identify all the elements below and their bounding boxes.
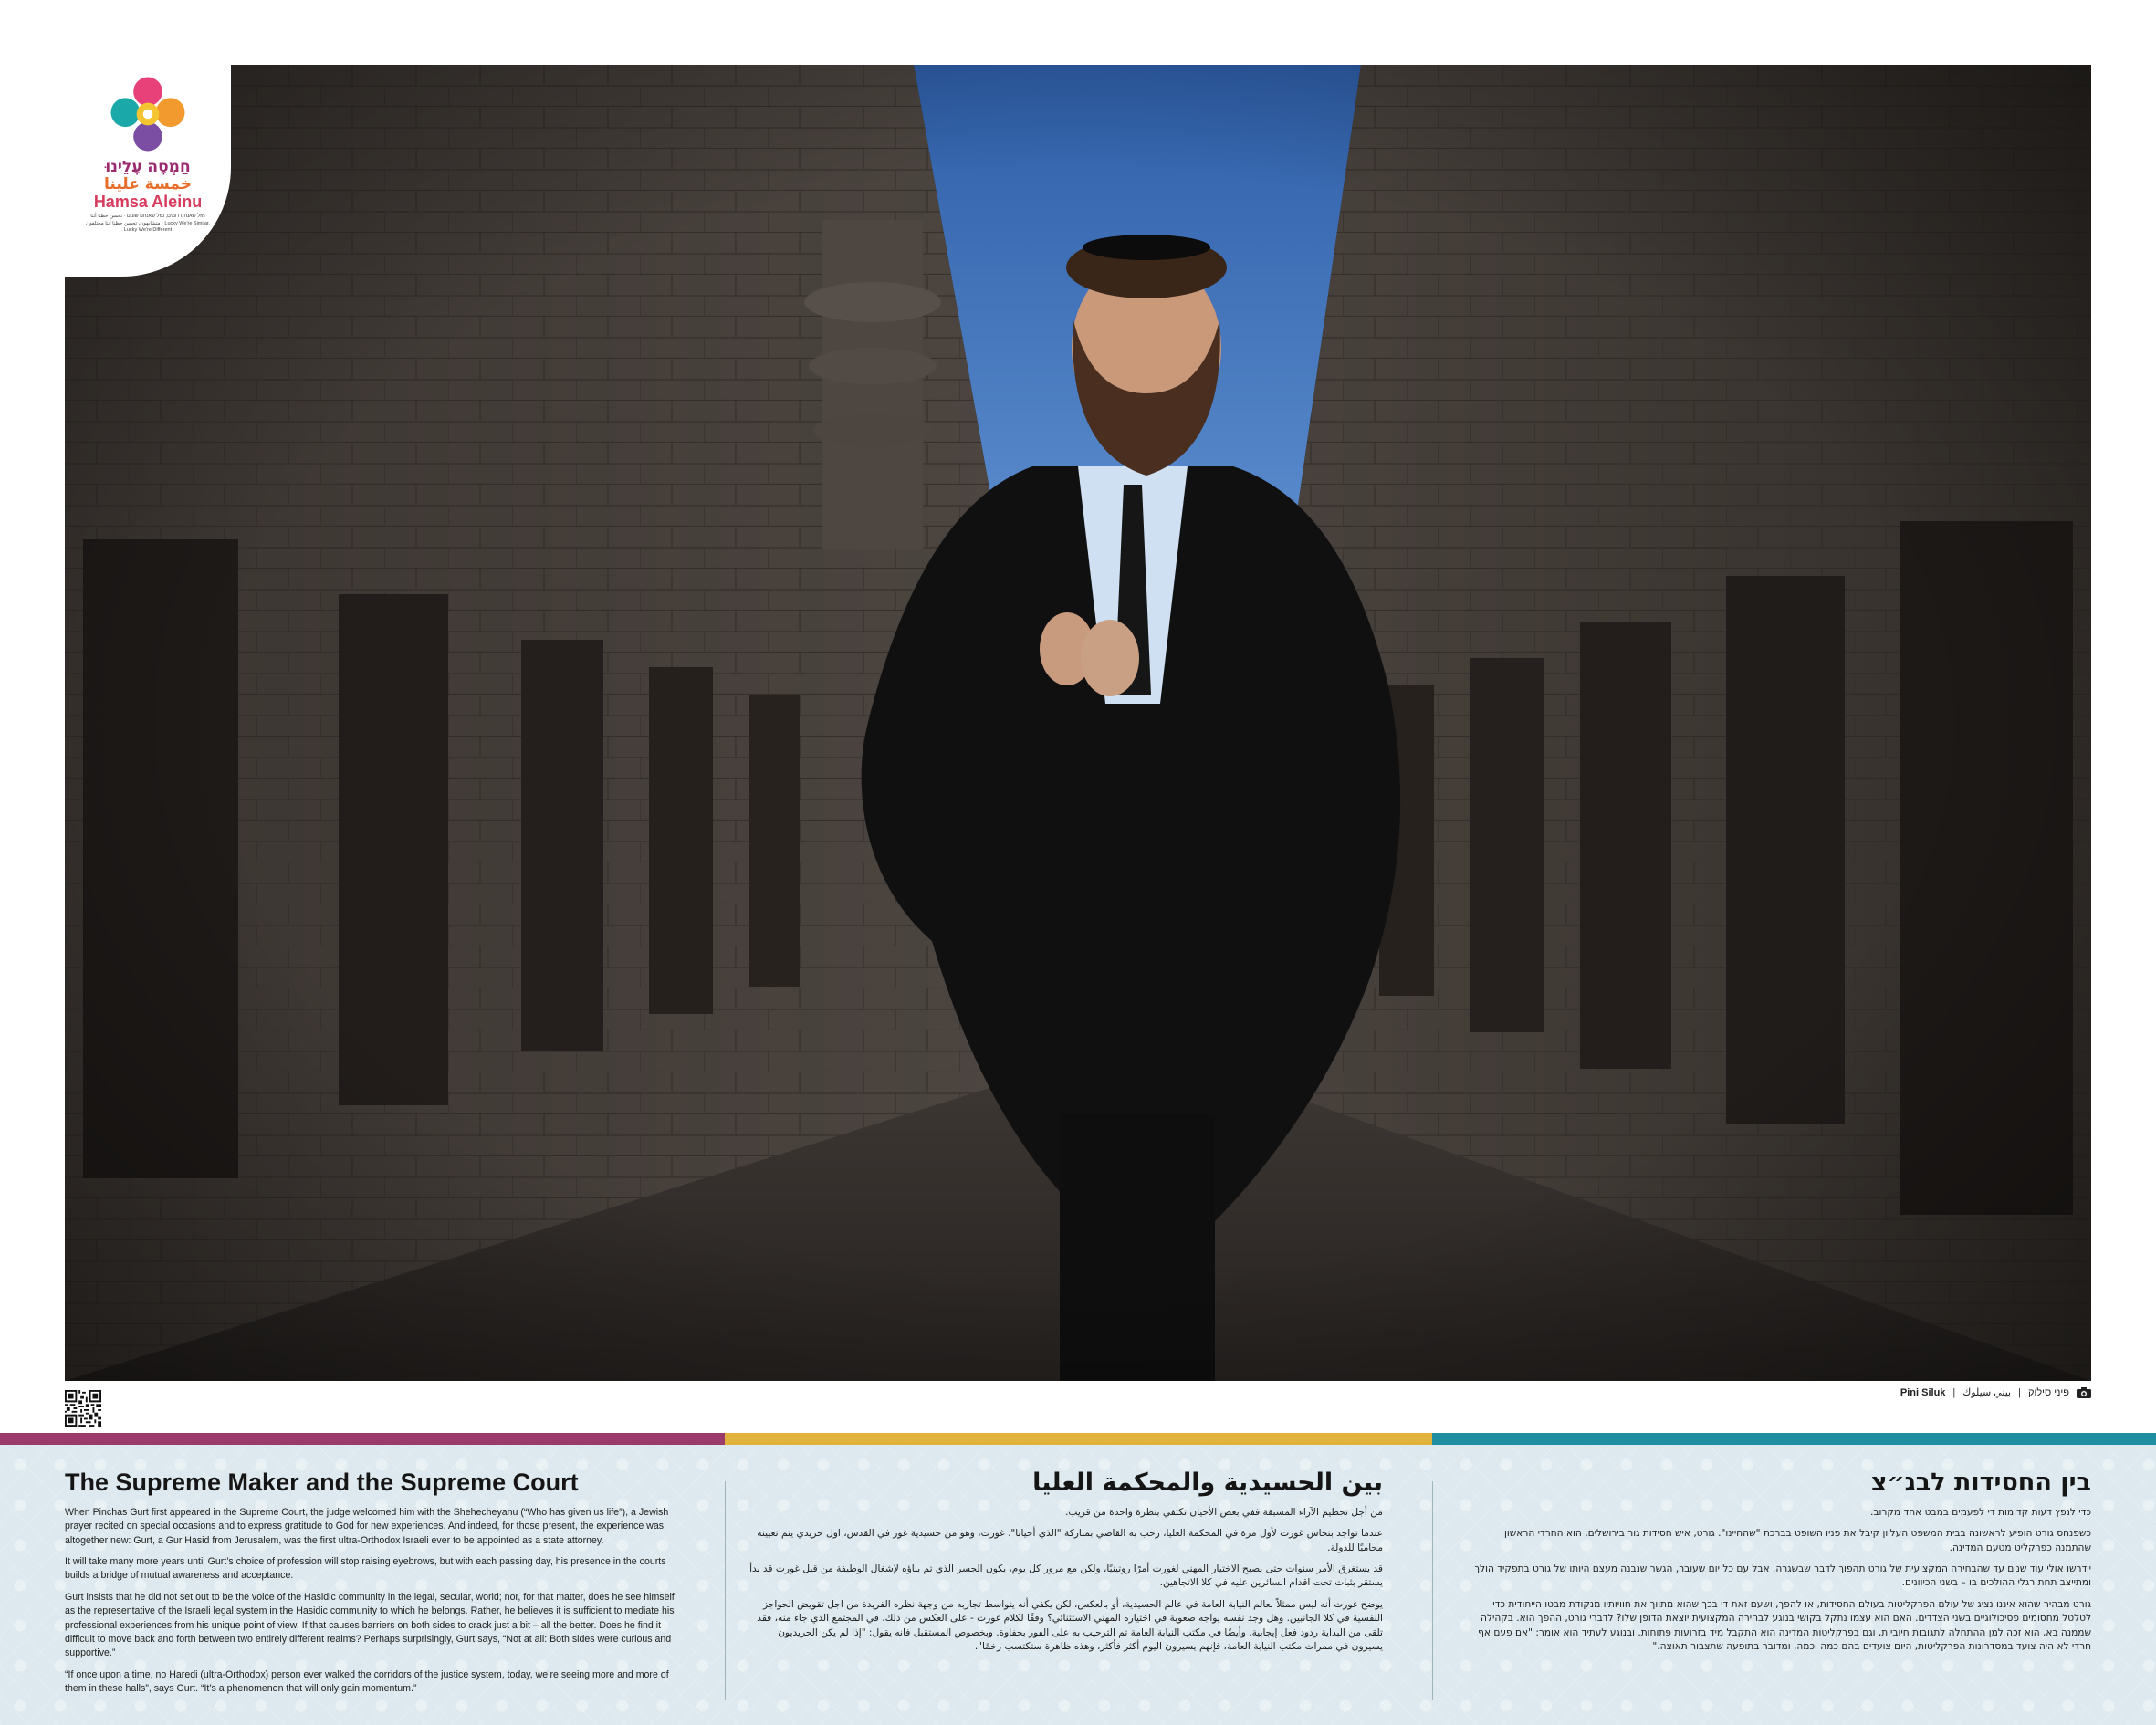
hebrew-paragraph: יידרשו אולי עוד שנים עד שהבחירה המקצועית של גורט תהפוך לדבר שבשגרה. אבל עם כל יום שעובר, הגשר שנבנה מעצם היותו של גורט בתפקיד הולך ומתייצב תחת רגלי ההולכים בו – בשני הכיוונים. [1474, 1563, 2091, 1589]
english-title: The Supreme Maker and the Supreme Court [65, 1469, 579, 1496]
credit-separator: | [2018, 1386, 2021, 1398]
hebrew-paragraph: גורט מבהיר שהוא איננו נציג של עולם הפרקליטות בעולם החסידות, או להפך, ושעם זאת די בכך שהוא מתווך את חוויותיו מנקודת מבטו הייחודית כדי לטלטל מחסומים פסיכולוגיים בשני הצדדים. האם הוא עצמו נתקל בקושי בנוגע לבחירה המקצועית יוצאת הדופן שלו? לדברי גורט, ההפך הוא. בקהילה שממנה בא, הוא זכה למן ההתחלה לתגובות חיוביות, וגם בפרקליטות המדינה הוא התקבל מיד בזרועות פתוחות. ובנוגע לעתיד הוא אומר: "אם פעם אף חרדי לא היה צועד במסדרונות הפרקליטות, היום צועדים בהם כמה וכמה, ומדובר בתופעה שתצבור תאוצה." [1478, 1598, 2091, 1652]
logo-english: Hamsa Aleinu [93, 192, 203, 211]
courthouse-portrait-image [65, 65, 2091, 1381]
hebrew-paragraph: כדי לנפץ דעות קדומות די לפעמים במבט אחד מקרוב. [1870, 1507, 2091, 1518]
arabic-paragraph: قد يستغرق الأمر سنوات حتى يصبح الاختيار المهني لغورت أمرًا روتينيًا، ولكن مع مرور كل يوم، يكون الجسر الذي تم بناؤه لإشغال الوظيفة من قبل غورت قد بدأ يستقر بثبات تحت اقدام السائرين عليه في كلا الاتجاهين. [749, 1563, 1383, 1589]
photo-credit [1900, 1386, 2091, 1398]
hebrew-title: בין החסידות לבג״צ [1870, 1469, 2091, 1497]
strip-segment-english [0, 1433, 725, 1445]
arabic-paragraph: عندما تواجد بنحاس غورت لأول مرة في المحكمة العليا، رحب به القاضي بمباركة "الذي أحيانا". غورت، وهو من حسيدية غور في القدس، اول حريدي يتم تعيينه محاميًا للدولة. [757, 1528, 1383, 1553]
color-strip [0, 1433, 2156, 1445]
arabic-paragraph: يوضح غورت أنه ليس ممثلاً لعالم النيابة العامة في عالم الحسيدية، أو بالعكس، لكن يكفي أنه يتواسط تجاربه من وجهة نظره الفريدة من اجل تقويض الحواجز النفسية في كلا الجانبين. وهل وجد نفسه يواجه صعوبة في اختياره المهني الاستثنائي؟ وفقًا لكلام غورت - على العكس من ذلك، في المجتمع الذي جاء منه، فقد تلقى من البداية ردود فعل إيجابية، وأيضًا في مكتب النيابة العامة تم الترحيب به على الفور بحفاوة. وبخصوص المستقبل فانه يقول: "إذا لم يكن الحريديون يسيرون في ممرات مكتب النيابة العامة، فإنهم يسيرون اليوم أكثر فأكثر، وهذه ظاهرة ستكتسب زخمًا". [757, 1598, 1383, 1652]
text-panel [0, 1445, 2156, 1725]
hamsa-flower-logo-icon [108, 74, 188, 154]
strip-segment-hebrew [1432, 1433, 2156, 1445]
hero-photo [65, 65, 2091, 1381]
arabic-paragraph: من أجل تحطيم الآراء المسبقة ففي بعض الأحيان تكتفي بنظرة واحدة من قريب. [1065, 1507, 1383, 1518]
credit-english: Pini Siluk [1900, 1386, 1946, 1398]
english-paragraph: When Pinchas Gurt first appeared in the Supreme Court, the judge welcomed him with the Shehecheyanu (“Who has given us life”), a Jewish prayer recited on special occasions and to express gratitude to God for new experiences. And indeed, for those present, the experience was altogether new: Gurt, a Gur Hasid from Jerusalem, was the first ultra-Orthodox Israeli ever to be appointed as a state attorney. [65, 1507, 669, 1546]
camera-icon [2077, 1387, 2091, 1398]
english-paragraph: “If once upon a time, no Haredi (ultra-Orthodox) person ever walked the corridors of the justice system, today, we’re seeing more and more of them in these halls”, says Gurt. “It’s a phenomenon that will only gain momentum.” [65, 1668, 669, 1694]
logo-arabic: خمسة علينا [104, 175, 192, 193]
credit-separator: | [1952, 1386, 1956, 1398]
column-divider [1432, 1481, 1433, 1700]
strip-segment-arabic [725, 1433, 1432, 1445]
arabic-title: بين الحسيدية والمحكمة العليا [1032, 1469, 1383, 1497]
logo-tagline: מזל שאנחנו דומים, מזל שאנחנו שונים · نحسن حظنا أننا متشابهون، تحسن حظنا أننا مختلفون · Lucky We're Similar, Lucky We're Different [86, 214, 210, 233]
hebrew-paragraph: כשפנחס גורט הופיע לראשונה בבית המשפט העליון קיבל את פניו השופט בברכת "שהחיינו". גורט, איש חסידות גור בירושלים, הוא החרדי הראשון שהתמנה כפרקליט מטעם המדינה. [1503, 1528, 2091, 1553]
logo-hebrew: חַמְסָה עָלֵינוּ [105, 158, 191, 176]
hebrew-column [1465, 1469, 2091, 1706]
english-paragraph: Gurt insists that he did not set out to be the voice of the Hasidic community in the legal, secular, world; nor, for that matter, does he see himself as the representative of the Israeli legal system in the Hasidic community to which he belongs. Rather, he believes it is sufficient to mediate his professional experiences from his unique point of view. If that causes barriers on both sides to crack just a bit – all the better. Does he find it difficult to move back and forth between two entirely different realms? Perhaps surprisingly, Gurt says, “Not at all: Both sides were curious and supportive.” [65, 1591, 675, 1659]
credit-arabic: بيني سيلوك [1962, 1387, 2012, 1398]
english-column [65, 1469, 678, 1706]
column-divider [725, 1481, 726, 1700]
english-paragraph: It will take many more years until Gurt’s choice of profession will stop raising eyebrows, but with each passing day, his presence in the courts builds a bridge of mutual awareness and acceptance. [65, 1556, 666, 1582]
arabic-column [744, 1469, 1383, 1706]
qr-code-icon[interactable] [65, 1390, 101, 1427]
credit-hebrew: פיני סילוק [2027, 1386, 2069, 1398]
